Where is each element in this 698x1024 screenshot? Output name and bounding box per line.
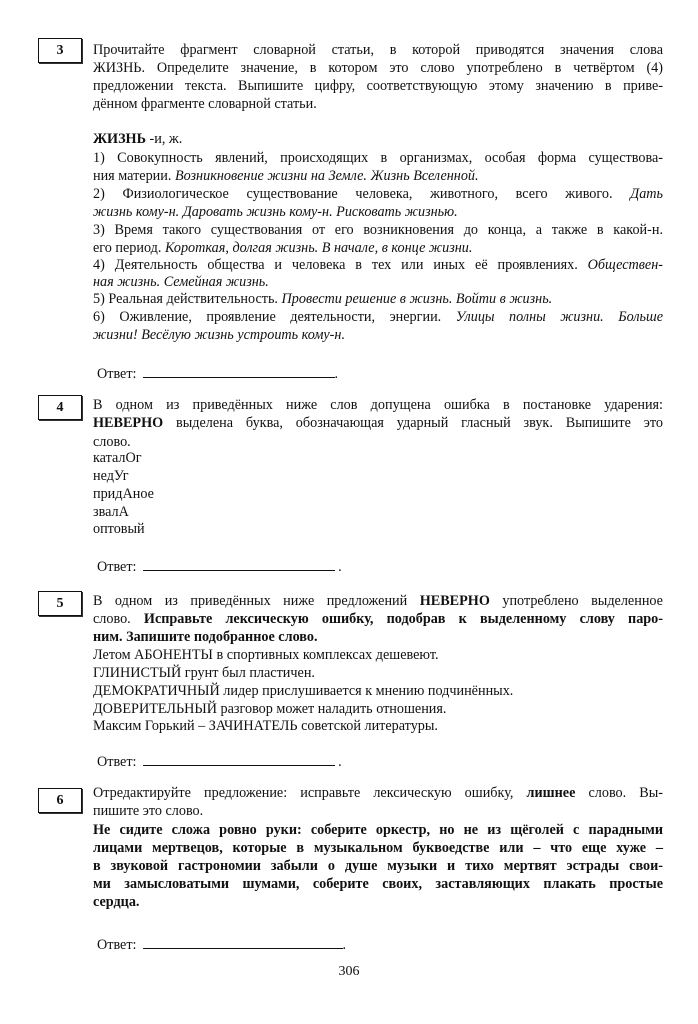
answer-line: Ответ: . xyxy=(97,934,346,954)
text-line xyxy=(93,717,663,735)
answer-label: Ответ: xyxy=(97,754,137,770)
text-line xyxy=(93,149,663,167)
answer-label: Ответ: xyxy=(97,937,137,953)
text-line xyxy=(93,95,663,113)
text-segment: слово. xyxy=(93,611,144,627)
italic-example: Короткая, долгая жизнь. В начале, в конце жизни. xyxy=(164,240,473,256)
text-line xyxy=(93,875,663,893)
text-segment: употреблено выделенное xyxy=(489,593,663,609)
text-segment: Летом АБОНЕНТЫ в спортивных комплексах дешевеют. xyxy=(93,647,439,663)
text-segment: 1) Совокупность явлений, происходящих в организмах, особая форма существова- xyxy=(93,150,663,166)
bold-text: ЖИЗНЬ xyxy=(93,131,146,147)
text-segment: слово. Вы- xyxy=(575,785,663,801)
answer-line: Ответ: . xyxy=(97,751,342,771)
text-segment: предложении текста. Выпишите цифру, соответствующую этому значению в приве- xyxy=(93,78,663,94)
text-line xyxy=(93,485,663,503)
text-segment: недУг xyxy=(93,468,129,484)
bold-text: ми замысловатыми шумами, соберите своих, заставляющих плакать простые xyxy=(93,876,663,892)
text-line xyxy=(93,646,663,664)
italic-example: Провести решение в жизнь. Войти в жизнь. xyxy=(281,291,553,307)
text-line xyxy=(93,821,663,839)
text-line xyxy=(93,414,663,432)
text-line xyxy=(93,203,663,221)
text-segment: 4) Деятельность общества и человека в тех или иных её проявлениях. xyxy=(93,257,588,273)
bold-text: Не сидите сложа ровно руки: соберите оркестр, но не из щёголей с парадными xyxy=(93,822,663,838)
text-segment: В одном из приведённых ниже слов допущена ошибка в постановке ударения: xyxy=(93,397,663,413)
text-line xyxy=(93,802,663,820)
answer-label: Ответ: xyxy=(97,366,137,382)
task-number-box: 3 xyxy=(38,38,82,63)
text-line xyxy=(93,221,663,239)
text-line xyxy=(93,41,663,59)
answer-blank[interactable] xyxy=(143,363,335,378)
text-line xyxy=(93,784,663,802)
bold-text: лицами мертвецов, которые в музыкальном буквоедстве или – что еще хуже – xyxy=(93,840,663,856)
text-line xyxy=(93,167,663,185)
bold-text: НЕВЕРНО xyxy=(93,415,164,431)
text-segment: оптовый xyxy=(93,521,145,537)
text-line xyxy=(93,326,663,344)
text-segment: ЖИЗНЬ. Определите значение, в котором это слово употреблено в четвёртом (4) xyxy=(93,60,663,76)
task-number-box: 5 xyxy=(38,591,82,616)
text-line xyxy=(93,239,663,257)
page-number: 306 xyxy=(338,964,360,979)
bold-text: сердца. xyxy=(93,894,140,910)
text-segment: -и, ж. xyxy=(145,131,183,147)
text-segment: Отредактируйте предложение: исправьте лексическую ошибку, xyxy=(93,785,527,801)
text-segment: В одном из приведённых ниже предложений xyxy=(93,593,420,609)
text-segment: 2) Физиологическое существование человека, животного, всего живого. xyxy=(93,186,631,202)
answer-line: Ответ: . xyxy=(97,363,338,383)
task-number-box: 4 xyxy=(38,395,82,420)
text-line xyxy=(93,273,663,291)
text-line xyxy=(93,664,663,682)
text-line xyxy=(93,610,663,628)
italic-example: Улицы полны жизни. Больше xyxy=(455,309,663,325)
text-segment: звалА xyxy=(93,504,129,520)
text-line xyxy=(93,467,663,485)
text-line xyxy=(93,256,663,274)
text-line xyxy=(93,682,663,700)
text-segment: ДЕМОКРАТИЧНЫЙ лидер прислушивается к мнению подчинённых. xyxy=(93,683,514,699)
text-line xyxy=(93,130,663,148)
text-segment: 3) Время такого существования от его возникновения до конца, а также в какой-н. xyxy=(93,222,663,238)
bold-text: ним. Запишите подобранное слово. xyxy=(93,629,318,645)
text-segment: его период. xyxy=(93,240,165,256)
text-line xyxy=(93,185,663,203)
answer-blank[interactable] xyxy=(143,556,335,571)
text-segment: придАное xyxy=(93,486,154,502)
text-segment: Максим Горький – ЗАЧИНАТЕЛЬ советской литературы. xyxy=(93,718,438,734)
text-segment: Прочитайте фрагмент словарной статьи, в которой приводятся значения слова xyxy=(93,42,663,58)
answer-blank[interactable] xyxy=(143,934,343,949)
task-number-box: 6 xyxy=(38,788,82,813)
italic-example: ная жизнь. Семейная жизнь. xyxy=(93,274,269,290)
text-segment: ния материи. xyxy=(93,168,175,184)
text-line xyxy=(93,396,663,414)
text-segment: дённом фрагменте словарной статьи. xyxy=(93,96,317,112)
bold-text: НЕВЕРНО xyxy=(419,593,490,609)
text-segment: 5) Реальная действительность. xyxy=(93,291,282,307)
italic-example: жизни! Весёлую жизнь устроить кому-н. xyxy=(93,327,345,343)
text-segment: слово. xyxy=(93,434,131,450)
text-segment: ДОВЕРИТЕЛЬНЫЙ разговор может наладить отношения. xyxy=(93,701,447,717)
bold-text: лишнее xyxy=(526,785,576,801)
text-segment: пишите это слово. xyxy=(93,803,204,819)
text-line xyxy=(93,592,663,610)
text-line xyxy=(93,893,663,911)
text-line xyxy=(93,308,663,326)
bold-text: в звуковой гастрономии забыли о душе музыки и тихо мертвят эстрады свои- xyxy=(93,858,663,874)
italic-example: Возникновение жизни на Земле. Жизнь Вселенной. xyxy=(174,168,479,184)
text-line xyxy=(93,59,663,77)
answer-line: Ответ: . xyxy=(97,556,342,576)
text-segment: выделена буква, обозначающая ударный гласный звук. Выпишите это xyxy=(163,415,663,431)
text-line xyxy=(93,77,663,95)
text-line xyxy=(93,449,663,467)
text-line xyxy=(93,290,663,308)
text-line xyxy=(93,857,663,875)
text-segment: 6) Оживление, проявление деятельности, энергии. xyxy=(93,309,456,325)
text-line xyxy=(93,628,663,646)
italic-example: Обществен- xyxy=(587,257,663,273)
text-line xyxy=(93,520,663,538)
italic-example: Дать xyxy=(630,186,663,202)
answer-label: Ответ: xyxy=(97,559,137,575)
text-line xyxy=(93,503,663,521)
text-segment: каталОг xyxy=(93,450,142,466)
text-line xyxy=(93,700,663,718)
bold-text: Исправьте лексическую ошибку, подобрав к выделенному слову паро- xyxy=(143,611,664,627)
text-segment: ГЛИНИСТЫЙ грунт был пластичен. xyxy=(93,665,315,681)
answer-blank[interactable] xyxy=(143,751,335,766)
italic-example: жизнь кому-н. Даровать жизнь кому-н. Рисковать жизнью. xyxy=(93,204,458,220)
text-line xyxy=(93,839,663,857)
